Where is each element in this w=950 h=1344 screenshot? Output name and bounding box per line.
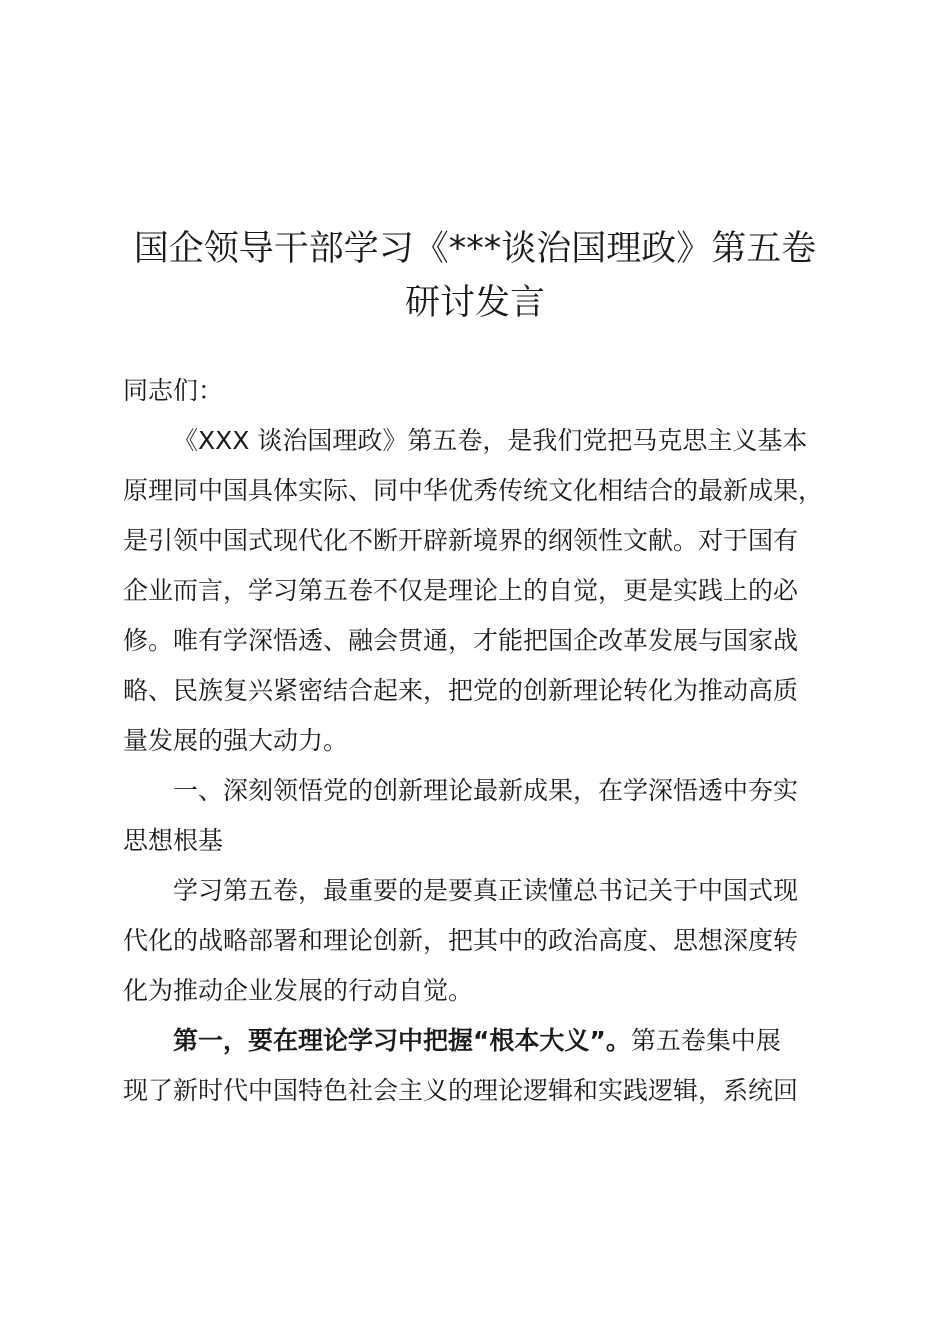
paragraph-line <box>123 1016 843 1066</box>
paragraph-line: 《XXX 谈治国理政》第五卷，是我们党把马克思主义基本 <box>173 426 808 455</box>
paragraph-line: 化为推动企业发展的行动自觉。 <box>123 976 474 1005</box>
title-line-1: 国企领导干部学习《***谈治国理政》第五卷 <box>133 229 817 269</box>
salutation: 同志们： <box>123 376 224 405</box>
paragraph-line: 原理同中国具体实际、同中华优秀传统文化相结合的最新成果， <box>123 476 824 505</box>
paragraph-line: 学习第五卷，最重要的是要真正读懂总书记关于中国式现 <box>173 876 799 905</box>
paragraph-line: 现了新时代中国特色社会主义的理论逻辑和实践逻辑，系统回 <box>123 1076 799 1105</box>
paragraph-line: 量发展的强大动力。 <box>123 726 349 755</box>
bold-lead-text: 第一，要在理论学习中把握“根本大义”。 <box>173 1026 631 1055</box>
section-heading-1 <box>123 766 843 866</box>
document-body <box>123 366 843 1116</box>
document-title <box>100 222 850 330</box>
heading-line: 思想根基 <box>123 826 224 855</box>
lead-rest-text: 第五卷集中展 <box>630 1026 781 1055</box>
paragraph-line: 修。唯有学深悟透、融会贯通，才能把国企改革发展与国家战 <box>123 626 799 655</box>
paragraph-line: 略、民族复兴紧密结合起来，把党的创新理论转化为推动高质 <box>123 676 799 705</box>
title-line-2: 研讨发言 <box>404 283 545 323</box>
paragraph-first-point <box>123 1016 843 1116</box>
paragraph-line: 代化的战略部署和理论创新，把其中的政治高度、思想深度转 <box>123 926 799 955</box>
paragraph-intro <box>123 416 843 766</box>
paragraph-line: 是引领中国式现代化不断开辟新境界的纲领性文献。对于国有 <box>123 526 799 555</box>
paragraph-line: 企业而言，学习第五卷不仅是理论上的自觉，更是实践上的必 <box>123 576 799 605</box>
heading-line: 一、深刻领悟党的创新理论最新成果，在学深悟透中夯实 <box>173 776 799 805</box>
paragraph-study <box>123 866 843 1016</box>
